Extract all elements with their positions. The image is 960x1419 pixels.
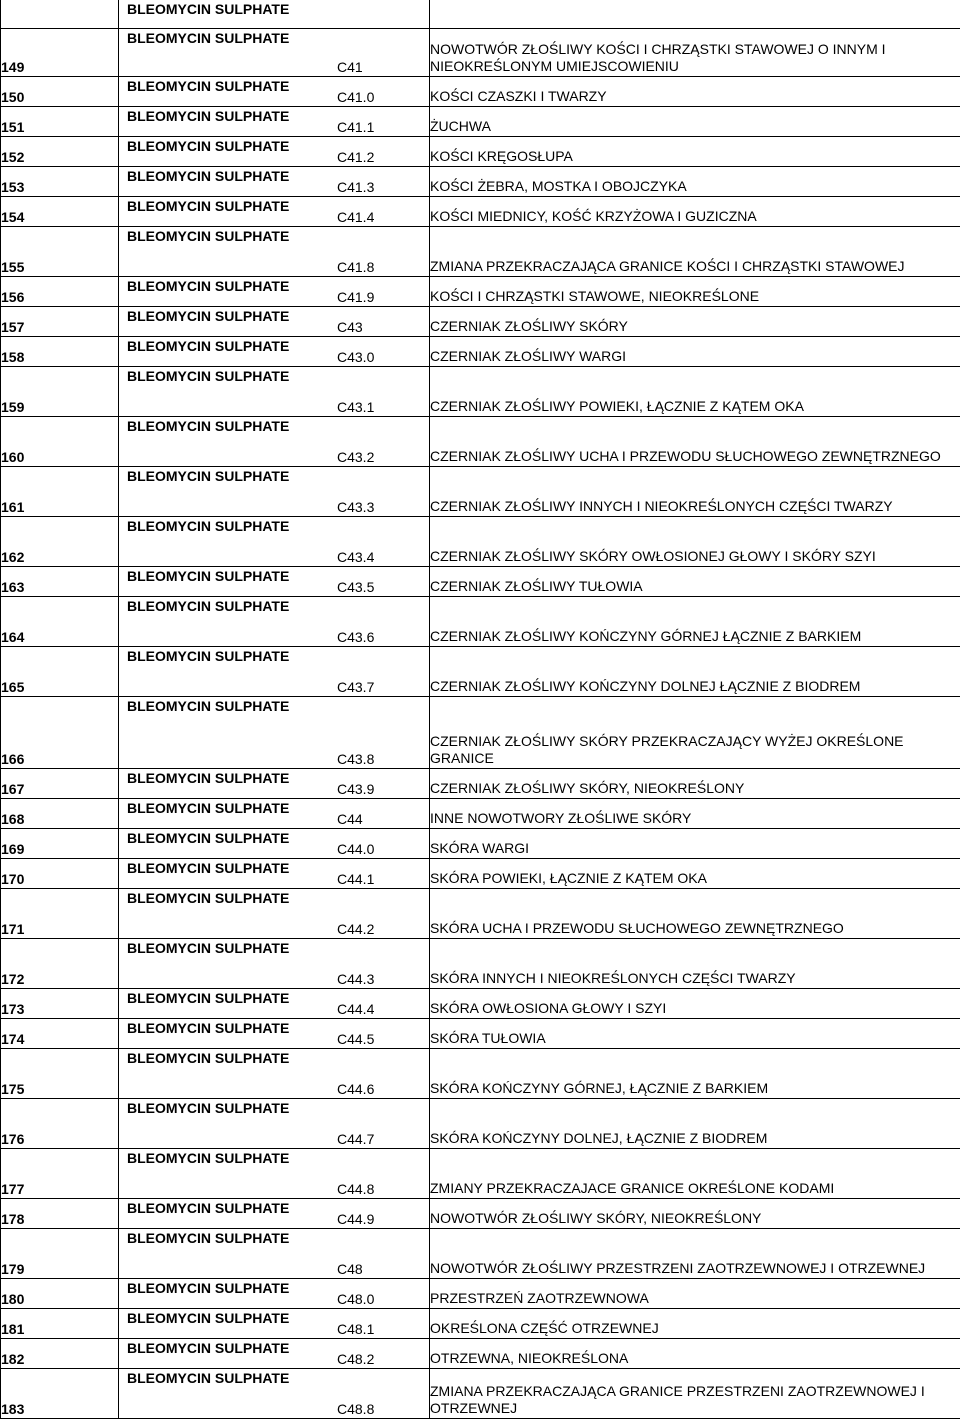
description-cell xyxy=(430,696,960,768)
number-cell xyxy=(1,1018,119,1048)
number-cell xyxy=(1,106,119,136)
number-cell xyxy=(1,988,119,1018)
drug-name: BLEOMYCIN SULPHATE xyxy=(127,940,289,956)
diagnosis-description: KOŚCI MIEDNICY, KOŚĆ KRZYŻOWA I GUZICZNA xyxy=(430,208,960,226)
drug-cell xyxy=(119,938,430,988)
drug-cell xyxy=(119,276,430,306)
description-cell xyxy=(430,226,960,276)
icd-code: C43.6 xyxy=(337,629,374,645)
table-row xyxy=(1,938,960,988)
drug-name: BLEOMYCIN SULPHATE xyxy=(127,308,289,324)
drug-name: BLEOMYCIN SULPHATE xyxy=(127,890,289,906)
description-cell xyxy=(430,306,960,336)
icd-code: C43.1 xyxy=(337,399,374,415)
row-number: 161 xyxy=(1,499,118,516)
icd-code: C48.8 xyxy=(337,1401,374,1417)
drug-cell xyxy=(119,646,430,696)
number-cell xyxy=(1,1148,119,1198)
table-row xyxy=(1,466,960,516)
number-cell xyxy=(1,226,119,276)
table-row xyxy=(1,1198,960,1228)
drug-cell xyxy=(119,768,430,798)
drug-cell xyxy=(119,516,430,566)
row-number: 159 xyxy=(1,399,118,416)
table-row xyxy=(1,336,960,366)
table-row xyxy=(1,306,960,336)
number-cell xyxy=(1,466,119,516)
drug-name: BLEOMYCIN SULPHATE xyxy=(127,368,289,384)
table-row xyxy=(1,566,960,596)
number-cell xyxy=(1,28,119,76)
drug-cell xyxy=(119,858,430,888)
number-cell xyxy=(1,0,119,28)
description-cell xyxy=(430,566,960,596)
number-cell xyxy=(1,696,119,768)
diagnosis-description: SKÓRA KOŃCZYNY GÓRNEJ, ŁĄCZNIE Z BARKIEM xyxy=(430,1080,960,1098)
icd-code: C48.2 xyxy=(337,1351,374,1367)
icd-code: C41 xyxy=(337,59,363,75)
drug-name: BLEOMYCIN SULPHATE xyxy=(127,860,289,876)
row-number: 151 xyxy=(1,119,118,136)
table-row xyxy=(1,696,960,768)
icd-code: C43 xyxy=(337,319,363,335)
number-cell xyxy=(1,1048,119,1098)
icd-code: C48 xyxy=(337,1261,363,1277)
description-cell xyxy=(430,336,960,366)
icd-code: C48.1 xyxy=(337,1321,374,1337)
row-number: 158 xyxy=(1,349,118,366)
row-number: 150 xyxy=(1,89,118,106)
diagnosis-description: CZERNIAK ZŁOŚLIWY WARGI xyxy=(430,348,960,366)
number-cell xyxy=(1,1198,119,1228)
number-cell xyxy=(1,516,119,566)
number-cell xyxy=(1,276,119,306)
description-cell xyxy=(430,106,960,136)
table-row xyxy=(1,166,960,196)
table-row xyxy=(1,596,960,646)
table-row xyxy=(1,1148,960,1198)
description-cell xyxy=(430,1018,960,1048)
diagnosis-description: PRZESTRZEŃ ZAOTRZEWNOWA xyxy=(430,1290,960,1308)
icd-code: C44.1 xyxy=(337,871,374,887)
drug-cell xyxy=(119,696,430,768)
icd-code: C48.0 xyxy=(337,1291,374,1307)
drug-name: BLEOMYCIN SULPHATE xyxy=(127,1050,289,1066)
description-cell xyxy=(430,196,960,226)
number-cell xyxy=(1,828,119,858)
drug-cell xyxy=(119,196,430,226)
drug-name: BLEOMYCIN SULPHATE xyxy=(127,78,289,94)
description-cell xyxy=(430,276,960,306)
number-cell xyxy=(1,166,119,196)
table-row xyxy=(1,136,960,166)
description-cell xyxy=(430,0,960,28)
drug-name: BLEOMYCIN SULPHATE xyxy=(127,1280,289,1296)
drug-name: BLEOMYCIN SULPHATE xyxy=(127,198,289,214)
diagnosis-description: KOŚCI CZASZKI I TWARZY xyxy=(430,88,960,106)
diagnosis-description: CZERNIAK ZŁOŚLIWY SKÓRY xyxy=(430,318,960,336)
icd-code: C44.7 xyxy=(337,1131,374,1147)
table-row xyxy=(1,516,960,566)
drug-name: BLEOMYCIN SULPHATE xyxy=(127,698,289,714)
row-number: 176 xyxy=(1,1131,118,1148)
row-number: 157 xyxy=(1,319,118,336)
drug-name: BLEOMYCIN SULPHATE xyxy=(127,568,289,584)
drug-name: BLEOMYCIN SULPHATE xyxy=(127,1310,289,1326)
drug-name: BLEOMYCIN SULPHATE xyxy=(127,108,289,124)
diagnosis-description: SKÓRA KOŃCZYNY DOLNEJ, ŁĄCZNIE Z BIODREM xyxy=(430,1130,960,1148)
number-cell xyxy=(1,306,119,336)
table-row xyxy=(1,1338,960,1368)
description-cell xyxy=(430,1278,960,1308)
drug-name: BLEOMYCIN SULPHATE xyxy=(127,30,289,46)
number-cell xyxy=(1,1228,119,1278)
diagnosis-description: CZERNIAK ZŁOŚLIWY TUŁOWIA xyxy=(430,578,960,596)
row-number: 167 xyxy=(1,781,118,798)
icd-code: C44.5 xyxy=(337,1031,374,1047)
diagnosis-description: SKÓRA OWŁOSIONA GŁOWY I SZYI xyxy=(430,1000,960,1018)
description-cell xyxy=(430,828,960,858)
diagnosis-description: NOWOTWÓR ZŁOŚLIWY KOŚCI I CHRZĄSTKI STAWOWEJ O INNYM I NIEOKREŚLONYM UMIEJSCOWIENIU xyxy=(430,41,960,76)
diagnosis-description: NOWOTWÓR ZŁOŚLIWY SKÓRY, NIEOKREŚLONY xyxy=(430,1210,960,1228)
table-row xyxy=(1,416,960,466)
diagnosis-description: INNE NOWOTWORY ZŁOŚLIWE SKÓRY xyxy=(430,810,960,828)
table-row xyxy=(1,196,960,226)
table-row xyxy=(1,1278,960,1308)
table-row xyxy=(1,1368,960,1418)
icd-code: C43.0 xyxy=(337,349,374,365)
drug-cell xyxy=(119,1098,430,1148)
table-row xyxy=(1,1018,960,1048)
table-row xyxy=(1,858,960,888)
drug-name: BLEOMYCIN SULPHATE xyxy=(127,338,289,354)
diagnosis-description: CZERNIAK ZŁOŚLIWY KOŃCZYNY GÓRNEJ ŁĄCZNIE Z BARKIEM xyxy=(430,628,960,646)
diagnosis-description: CZERNIAK ZŁOŚLIWY KOŃCZYNY DOLNEJ ŁĄCZNIE Z BIODREM xyxy=(430,678,960,696)
row-number: 183 xyxy=(1,1401,118,1418)
table-row xyxy=(1,1228,960,1278)
number-cell xyxy=(1,646,119,696)
drug-name: BLEOMYCIN SULPHATE xyxy=(127,1020,289,1036)
number-cell xyxy=(1,1368,119,1418)
drug-cell xyxy=(119,1048,430,1098)
drug-cell xyxy=(119,28,430,76)
row-number: 180 xyxy=(1,1291,118,1308)
row-number: 165 xyxy=(1,679,118,696)
table-row xyxy=(1,768,960,798)
row-number: 152 xyxy=(1,149,118,166)
number-cell xyxy=(1,1338,119,1368)
description-cell xyxy=(430,1308,960,1338)
number-cell xyxy=(1,768,119,798)
description-cell xyxy=(430,768,960,798)
number-cell xyxy=(1,798,119,828)
number-cell xyxy=(1,336,119,366)
drug-name: BLEOMYCIN SULPHATE xyxy=(127,770,289,786)
drug-name: BLEOMYCIN SULPHATE xyxy=(127,1340,289,1356)
table-row xyxy=(1,28,960,76)
row-number: 153 xyxy=(1,179,118,196)
icd-code: C44.4 xyxy=(337,1001,374,1017)
drug-cell xyxy=(119,1338,430,1368)
drug-cell xyxy=(119,1368,430,1418)
row-number: 174 xyxy=(1,1031,118,1048)
row-number: 172 xyxy=(1,971,118,988)
diagnosis-description: SKÓRA WARGI xyxy=(430,840,960,858)
diagnosis-description: CZERNIAK ZŁOŚLIWY INNYCH I NIEOKREŚLONYCH CZĘŚCI TWARZY xyxy=(430,498,960,516)
icd-code: C44 xyxy=(337,811,363,827)
row-number: 178 xyxy=(1,1211,118,1228)
drug-cell xyxy=(119,106,430,136)
drug-cell xyxy=(119,1228,430,1278)
icd-code: C41.8 xyxy=(337,259,374,275)
description-cell xyxy=(430,938,960,988)
diagnosis-description: KOŚCI I CHRZĄSTKI STAWOWE, NIEOKREŚLONE xyxy=(430,288,960,306)
drug-cell xyxy=(119,466,430,516)
icd-code: C43.5 xyxy=(337,579,374,595)
number-cell xyxy=(1,1098,119,1148)
description-cell xyxy=(430,516,960,566)
drug-name: BLEOMYCIN SULPHATE xyxy=(127,518,289,534)
drug-name: BLEOMYCIN SULPHATE xyxy=(127,1150,289,1166)
drug-name: BLEOMYCIN SULPHATE xyxy=(127,138,289,154)
drug-name: BLEOMYCIN SULPHATE xyxy=(127,468,289,484)
number-cell xyxy=(1,596,119,646)
row-number: 181 xyxy=(1,1321,118,1338)
drug-cell xyxy=(119,416,430,466)
table-row xyxy=(1,276,960,306)
drug-cell xyxy=(119,988,430,1018)
diagnosis-description: SKÓRA TUŁOWIA xyxy=(430,1030,960,1048)
description-cell xyxy=(430,988,960,1018)
number-cell xyxy=(1,1308,119,1338)
description-cell xyxy=(430,1228,960,1278)
drug-name: BLEOMYCIN SULPHATE xyxy=(127,830,289,846)
description-cell xyxy=(430,136,960,166)
row-number: 149 xyxy=(1,59,118,76)
description-cell xyxy=(430,858,960,888)
diagnosis-description: NOWOTWÓR ZŁOŚLIWY PRZESTRZENI ZAOTRZEWNOWEJ I OTRZEWNEJ xyxy=(430,1260,960,1278)
drug-cell xyxy=(119,566,430,596)
icd-code: C41.2 xyxy=(337,149,374,165)
icd-code: C44.3 xyxy=(337,971,374,987)
icd-code: C44.2 xyxy=(337,921,374,937)
description-cell xyxy=(430,1368,960,1418)
description-cell xyxy=(430,416,960,466)
diagnosis-description: OKREŚLONA CZĘŚĆ OTRZEWNEJ xyxy=(430,1320,960,1338)
drug-cell xyxy=(119,306,430,336)
description-cell xyxy=(430,466,960,516)
number-cell xyxy=(1,76,119,106)
icd-code: C43.8 xyxy=(337,751,374,767)
description-cell xyxy=(430,646,960,696)
drug-cell xyxy=(119,1198,430,1228)
diagnosis-description: KOŚCI ŻEBRA, MOSTKA I OBOJCZYKA xyxy=(430,178,960,196)
diagnosis-description: ŻUCHWA xyxy=(430,118,960,136)
drug-cell xyxy=(119,596,430,646)
drug-name: BLEOMYCIN SULPHATE xyxy=(127,168,289,184)
table-row xyxy=(1,828,960,858)
description-cell xyxy=(430,596,960,646)
table-row xyxy=(1,988,960,1018)
drug-cell xyxy=(119,1308,430,1338)
table-row xyxy=(1,76,960,106)
drug-cell xyxy=(119,1148,430,1198)
row-number: 182 xyxy=(1,1351,118,1368)
drug-cell xyxy=(119,0,430,28)
diagnosis-description: CZERNIAK ZŁOŚLIWY UCHA I PRZEWODU SŁUCHOWEGO ZEWNĘTRZNEGO xyxy=(430,448,960,466)
drug-name: BLEOMYCIN SULPHATE xyxy=(127,278,289,294)
drug-cell xyxy=(119,166,430,196)
table-row xyxy=(1,106,960,136)
row-number: 175 xyxy=(1,1081,118,1098)
row-number: 164 xyxy=(1,629,118,646)
drug-name: BLEOMYCIN SULPHATE xyxy=(127,1100,289,1116)
diagnosis-description: KOŚCI KRĘGOSŁUPA xyxy=(430,148,960,166)
icd-code: C43.3 xyxy=(337,499,374,515)
icd-code: C44.9 xyxy=(337,1211,374,1227)
description-cell xyxy=(430,166,960,196)
diagnosis-description: SKÓRA INNYCH I NIEOKREŚLONYCH CZĘŚCI TWARZY xyxy=(430,970,960,988)
diagnosis-description: ZMIANA PRZEKRACZAJĄCA GRANICE KOŚCI I CHRZĄSTKI STAWOWEJ xyxy=(430,258,960,276)
row-number: 171 xyxy=(1,921,118,938)
number-cell xyxy=(1,566,119,596)
drug-cell xyxy=(119,136,430,166)
table-row xyxy=(1,1098,960,1148)
diagnosis-description: CZERNIAK ZŁOŚLIWY SKÓRY PRZEKRACZAJĄCY WYŻEJ OKREŚLONE GRANICE xyxy=(430,733,960,768)
table-body xyxy=(1,0,960,1418)
icd-code: C44.8 xyxy=(337,1181,374,1197)
description-cell xyxy=(430,28,960,76)
row-number: 168 xyxy=(1,811,118,828)
drug-name: BLEOMYCIN SULPHATE xyxy=(127,648,289,664)
row-number: 173 xyxy=(1,1001,118,1018)
row-number: 160 xyxy=(1,449,118,466)
icd-code: C41.0 xyxy=(337,89,374,105)
row-number: 170 xyxy=(1,871,118,888)
icd-code: C43.9 xyxy=(337,781,374,797)
drug-name: BLEOMYCIN SULPHATE xyxy=(127,1370,289,1386)
table-row xyxy=(1,798,960,828)
icd-code: C41.1 xyxy=(337,119,374,135)
drug-name: BLEOMYCIN SULPHATE xyxy=(127,1200,289,1216)
description-cell xyxy=(430,888,960,938)
description-cell xyxy=(430,1338,960,1368)
diagnosis-description: ZMIANY PRZEKRACZAJACE GRANICE OKREŚLONE KODAMI xyxy=(430,1180,960,1198)
row-number: 163 xyxy=(1,579,118,596)
drug-cell xyxy=(119,1278,430,1308)
row-number: 177 xyxy=(1,1181,118,1198)
row-number: 169 xyxy=(1,841,118,858)
drug-name: BLEOMYCIN SULPHATE xyxy=(127,800,289,816)
diagnosis-description: CZERNIAK ZŁOŚLIWY SKÓRY OWŁOSIONEJ GŁOWY I SKÓRY SZYI xyxy=(430,548,960,566)
icd-code: C41.9 xyxy=(337,289,374,305)
drug-cell xyxy=(119,828,430,858)
table-row xyxy=(1,226,960,276)
diagnosis-description: SKÓRA POWIEKI, ŁĄCZNIE Z KĄTEM OKA xyxy=(430,870,960,888)
number-cell xyxy=(1,938,119,988)
table-row xyxy=(1,888,960,938)
drug-name: BLEOMYCIN SULPHATE xyxy=(127,990,289,1006)
row-number: 179 xyxy=(1,1261,118,1278)
number-cell xyxy=(1,196,119,226)
drug-name: BLEOMYCIN SULPHATE xyxy=(127,598,289,614)
drug-cell xyxy=(119,798,430,828)
drug-name: BLEOMYCIN SULPHATE xyxy=(127,1230,289,1246)
drug-cell xyxy=(119,1018,430,1048)
drug-cell xyxy=(119,366,430,416)
row-number: 162 xyxy=(1,549,118,566)
number-cell xyxy=(1,1278,119,1308)
number-cell xyxy=(1,858,119,888)
description-cell xyxy=(430,798,960,828)
diagnosis-description: SKÓRA UCHA I PRZEWODU SŁUCHOWEGO ZEWNĘTRZNEGO xyxy=(430,920,960,938)
row-number: 156 xyxy=(1,289,118,306)
description-cell xyxy=(430,1098,960,1148)
description-cell xyxy=(430,1148,960,1198)
icd-code: C43.7 xyxy=(337,679,374,695)
icd-code: C43.4 xyxy=(337,549,374,565)
number-cell xyxy=(1,888,119,938)
number-cell xyxy=(1,366,119,416)
description-cell xyxy=(430,1048,960,1098)
table-row xyxy=(1,366,960,416)
table-row-partial xyxy=(1,0,960,28)
drug-cell xyxy=(119,226,430,276)
icd-code: C41.4 xyxy=(337,209,374,225)
row-number: 155 xyxy=(1,259,118,276)
table-row xyxy=(1,1048,960,1098)
description-cell xyxy=(430,366,960,416)
description-cell xyxy=(430,76,960,106)
drug-name: BLEOMYCIN SULPHATE xyxy=(127,1,289,17)
diagnosis-description: CZERNIAK ZŁOŚLIWY SKÓRY, NIEOKREŚLONY xyxy=(430,780,960,798)
number-cell xyxy=(1,416,119,466)
table-row xyxy=(1,1308,960,1338)
drug-name: BLEOMYCIN SULPHATE xyxy=(127,418,289,434)
icd-code: C43.2 xyxy=(337,449,374,465)
description-cell xyxy=(430,1198,960,1228)
drug-cell xyxy=(119,888,430,938)
drug-cell xyxy=(119,336,430,366)
drug-cell xyxy=(119,76,430,106)
row-number: 166 xyxy=(1,751,118,768)
diagnosis-description: OTRZEWNA, NIEOKREŚLONA xyxy=(430,1350,960,1368)
icd-code: C44.0 xyxy=(337,841,374,857)
number-cell xyxy=(1,136,119,166)
icd-code: C44.6 xyxy=(337,1081,374,1097)
table-row xyxy=(1,646,960,696)
diagnosis-description: ZMIANA PRZEKRACZAJĄCA GRANICE PRZESTRZENI ZAOTRZEWNOWEJ I OTRZEWNEJ xyxy=(430,1383,960,1418)
row-number: 154 xyxy=(1,209,118,226)
diagnosis-description: CZERNIAK ZŁOŚLIWY POWIEKI, ŁĄCZNIE Z KĄTEM OKA xyxy=(430,398,960,416)
drug-name: BLEOMYCIN SULPHATE xyxy=(127,228,289,244)
icd-code: C41.3 xyxy=(337,179,374,195)
